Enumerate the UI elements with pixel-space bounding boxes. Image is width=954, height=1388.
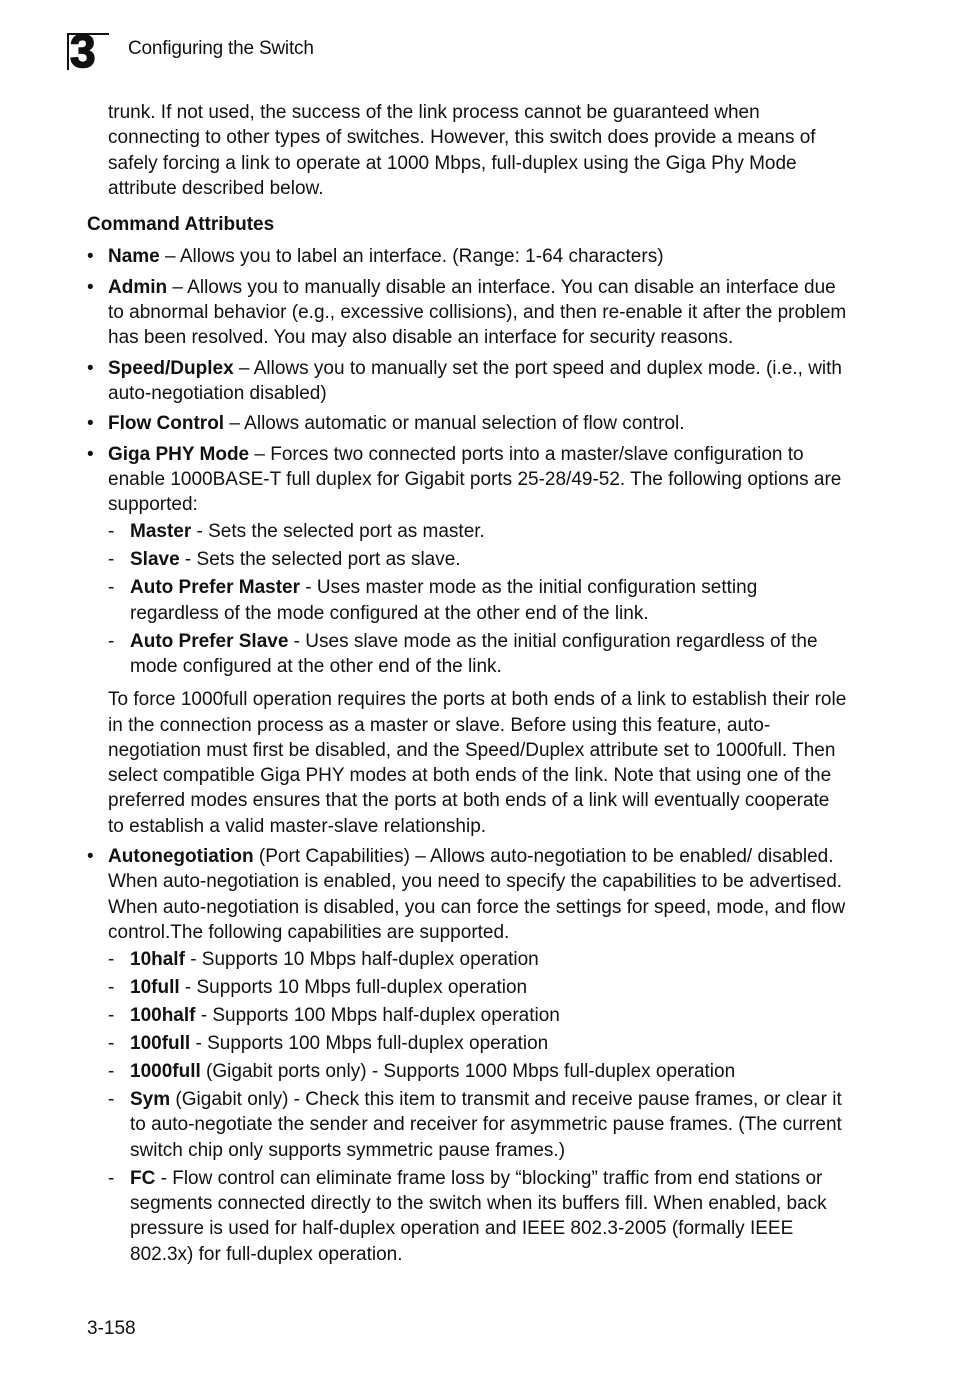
attribute-item-speed-duplex (87, 356, 847, 407)
dash-marker: - (108, 1033, 115, 1055)
attribute-description: – Forces two connected ports into a master/slave configuration to enable 1000BASE-T full duplex for Gigabit ports 25-28/49-52. The following options are supported: (108, 443, 842, 516)
dash-marker: - (108, 577, 115, 599)
attribute-description: – Allows automatic or manual selection of flow control. (224, 413, 685, 435)
list-item (108, 629, 847, 680)
option-description: - Sets the selected port as slave. (179, 549, 461, 571)
attribute-item-flow-control (87, 411, 847, 436)
capability-term: FC (130, 1167, 156, 1189)
bullet-marker: • (87, 443, 94, 465)
attribute-term: Speed/Duplex (108, 357, 234, 379)
dash-marker: - (108, 630, 115, 652)
bullet-marker: • (87, 846, 94, 868)
bullet-marker: • (87, 357, 94, 379)
running-head: Configuring the Switch (128, 38, 314, 59)
attribute-description: (Port Capabilities) – Allows auto-negotiation to be enabled/ disabled. When auto-negotiation is enabled, you need to specify the capabilities to be advertised. When auto-negotiation is disabled, you can force the settings for speed, mode, and flow control.The following capabilities are supported. (108, 846, 846, 943)
option-description: - Sets the selected port as master. (191, 521, 485, 543)
dash-marker: - (108, 949, 115, 971)
option-description: - Uses master mode as the initial configuration setting regardless of the mode configured at the other end of the link. (130, 577, 758, 624)
capability-term: 100half (130, 1005, 196, 1027)
capability-term: 10full (130, 977, 180, 999)
list-item (108, 1166, 847, 1267)
bullet-marker: • (87, 246, 94, 268)
option-term: Auto Prefer Master (130, 577, 300, 599)
dash-marker: - (108, 521, 115, 543)
list-item (108, 519, 847, 544)
attribute-list (87, 244, 847, 1266)
bullet-marker: • (87, 413, 94, 435)
capability-description: - Flow control can eliminate frame loss by “blocking” traffic from end stations or segments connected directly to the switch when its buffers fill. When enabled, back pressure is used for half-duplex operation and IEEE 802.3-2005 (formally IEEE 802.3x) for full-duplex operation. (130, 1167, 827, 1265)
page-number: 3-158 (87, 1318, 136, 1339)
giga-phy-note: To force 1000full operation requires the ports at both ends of a link to establish their role in the connection process as a master or slave. Before using this feature, auto-negotiation must first be disabled, and the Speed/Duplex attribute set to 1000full. Then select compatible Giga PHY modes at both ends of the link. Note that using one of the preferred modes ensures that the ports at both ends of a link will eventually cooperate to establish a valid master-slave relationship. (108, 689, 847, 837)
list-item (108, 1087, 847, 1163)
list-item (108, 947, 847, 972)
page-body (87, 100, 847, 1272)
option-term: Slave (130, 549, 180, 571)
attribute-description: – Allows you to manually set the port speed and duplex mode. (i.e., with auto-negotiation disabled) (108, 357, 842, 404)
capability-term: 100full (130, 1033, 191, 1055)
attribute-description: – Allows you to label an interface. (Range: 1-64 characters) (159, 246, 664, 268)
option-term: Auto Prefer Slave (130, 630, 289, 652)
capability-description: (Gigabit only) - Check this item to transmit and receive pause frames, or clear it to auto-negotiate the sender and receiver for asymmetric pause frames. (The current switch chip only supports symmetric pause frames.) (130, 1089, 842, 1161)
attribute-term: Name (108, 246, 160, 268)
intro-paragraph: trunk. If not used, the success of the link process cannot be guaranteed when connecting to other types of switches. However, this switch does provide a means of safely forcing a link to operate at 1000 Mbps, full-duplex using the Giga Phy Mode attribute described below. (108, 102, 816, 199)
option-description: - Uses slave mode as the initial configuration regardless of the mode configured at the other end of the link. (130, 630, 818, 677)
attribute-item-giga-phy-mode (87, 442, 847, 840)
dash-marker: - (108, 1061, 115, 1083)
attribute-term: Flow Control (108, 413, 225, 435)
dash-marker: - (108, 1167, 115, 1189)
list-item (108, 975, 847, 1000)
attribute-description: – Allows you to manually disable an interface. You can disable an interface due to abnormal behavior (e.g., excessive collisions), and then re-enable it after the problem has been resolved. You may also disable an interface for security reasons. (108, 276, 847, 349)
dash-marker: - (108, 1089, 115, 1111)
list-item (108, 1031, 847, 1056)
option-term: Master (130, 521, 192, 543)
dash-marker: - (108, 1005, 115, 1027)
capability-term: 1000full (130, 1061, 201, 1083)
capability-description: - Supports 10 Mbps half-duplex operation (184, 949, 539, 971)
attribute-term: Autonegotiation (108, 846, 254, 868)
attribute-term: Admin (108, 276, 168, 298)
bullet-marker: • (87, 276, 94, 298)
list-item (108, 1003, 847, 1028)
attribute-item-autonegotiation (87, 844, 847, 1267)
capability-description: (Gigabit ports only) - Supports 1000 Mbps full-duplex operation (200, 1061, 736, 1083)
dash-marker: - (108, 549, 115, 571)
giga-phy-options-list (108, 519, 847, 679)
list-item (108, 547, 847, 572)
capabilities-list (108, 947, 847, 1267)
attribute-item-name (87, 244, 847, 269)
attribute-item-admin (87, 275, 847, 351)
capability-term: 10half (130, 949, 185, 971)
capability-description: - Supports 100 Mbps half-duplex operation (195, 1005, 560, 1027)
list-item (108, 575, 847, 626)
section-heading: Command Attributes (87, 214, 275, 236)
capability-description: - Supports 10 Mbps full-duplex operation (179, 977, 528, 999)
capability-description: - Supports 100 Mbps full-duplex operation (190, 1033, 549, 1055)
list-item (108, 1059, 847, 1084)
chapter-number: 3 (70, 25, 96, 77)
dash-marker: - (108, 977, 115, 999)
capability-term: Sym (130, 1089, 171, 1111)
attribute-term: Giga PHY Mode (108, 443, 250, 465)
